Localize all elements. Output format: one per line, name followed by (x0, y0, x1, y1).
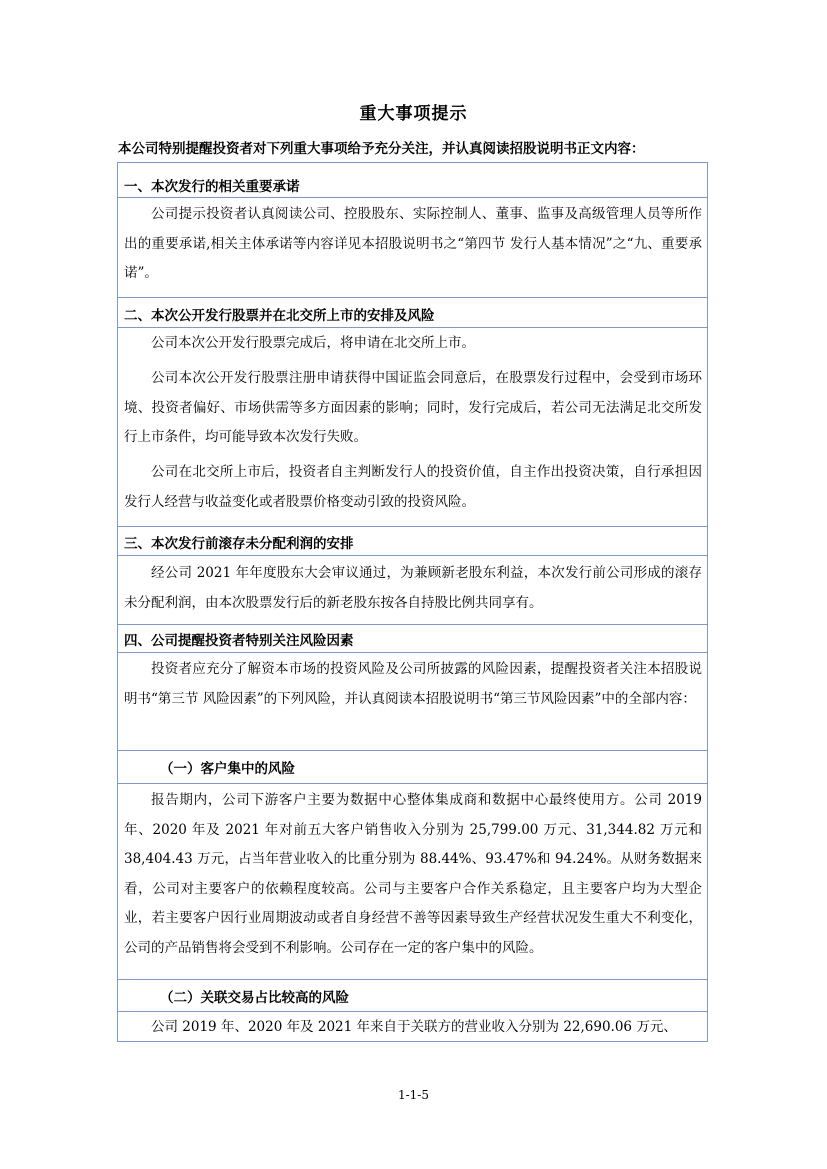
divider (118, 979, 707, 980)
divider (118, 624, 707, 625)
section-heading-3: 三、本次发行前滚存未分配利润的安排 (124, 536, 354, 552)
subsection-heading-1: （一）客户集中的风险 (160, 761, 295, 777)
page-number: 1-1-5 (397, 1088, 429, 1102)
section-paragraph: 投资者应充分了解资本市场的投资风险及公司所披露的风险因素，提醒投资者关注本招股说明书“第三节 风险因素”的下列风险，并认真阅读本招股说明书“第三节风险因素”中的全部内容： (124, 661, 702, 707)
divider (118, 750, 707, 751)
section-heading-4: 四、公司提醒投资者特别关注风险因素 (124, 633, 354, 649)
section-paragraph: 公司在北交所上市后，投资者自主判断发行人的投资价值，自主作出投资决策，自行承担因发行人经营与收益变化或者股票价格变动引致的投资风险。 (124, 464, 702, 510)
divider (118, 526, 707, 527)
notice-text: 本公司特别提醒投资者对下列重大事项给予充分关注，并认真阅读招股说明书正文内容： (118, 141, 645, 157)
subsection-paragraph: 报告期内，公司下游客户主要为数据中心整体集成商和数据中心最终使用方。公司 2019 年、2020 年及 2021 年对前五大客户销售收入分别为 25,799.00 万元、31,344.82 万元和 38,404.43 万元，占当年营业收入的比重分别为 88.44%、93.47%和 94.24%。从财务数据来看，公司对主要客户的依赖程度较高。公司与主要客户合作关系稳定，且主要客户均为大型企业，若主要客户因行业周期波动或者自身经营不善等因素导致生产经营状况发生重大不利变化，公司的产品销售将会受到不利影响。公司存在一定的客户集中的风险。 (124, 792, 702, 956)
divider (118, 652, 707, 653)
subsection-paragraph: 公司 2019 年、2020 年及 2021 年来自于关联方的营业收入分别为 22,690.06 万元、 (151, 1019, 677, 1035)
page-title: 重大事项提示 (359, 104, 468, 124)
divider (118, 555, 707, 556)
divider (118, 327, 707, 328)
section-paragraph: 公司本次公开发行股票完成后，将申请在北交所上市。 (151, 335, 475, 351)
section-paragraph: 经公司 2021 年年度股东大会审议通过，为兼顾新老股东利益，本次发行前公司形成的滚存未分配利润，由本次股票发行后的新老股东按各自持股比例共同享有。 (124, 565, 702, 611)
divider (118, 197, 707, 198)
section-heading-2: 二、本次公开发行股票并在北交所上市的安排及风险 (124, 308, 435, 324)
divider (118, 783, 707, 784)
subsection-heading-2: （二）关联交易占比较高的风险 (160, 990, 349, 1006)
section-heading-1: 一、本次发行的相关重要承诺 (124, 179, 300, 195)
divider (118, 297, 707, 298)
section-paragraph: 公司提示投资者认真阅读公司、控股股东、实际控制人、董事、监事及高级管理人员等所作出的重要承诺,相关主体承诺等内容详见本招股说明书之“第四节 发行人基本情况”之“九、重要承诺”。 (124, 206, 702, 281)
divider (118, 1011, 707, 1012)
section-paragraph: 公司本次公开发行股票注册申请获得中国证监会同意后，在股票发行过程中，会受到市场环境、投资者偏好、市场供需等多方面因素的影响；同时，发行完成后，若公司无法满足北交所发行上市条件，均可能导致本次发行失败。 (124, 370, 702, 445)
